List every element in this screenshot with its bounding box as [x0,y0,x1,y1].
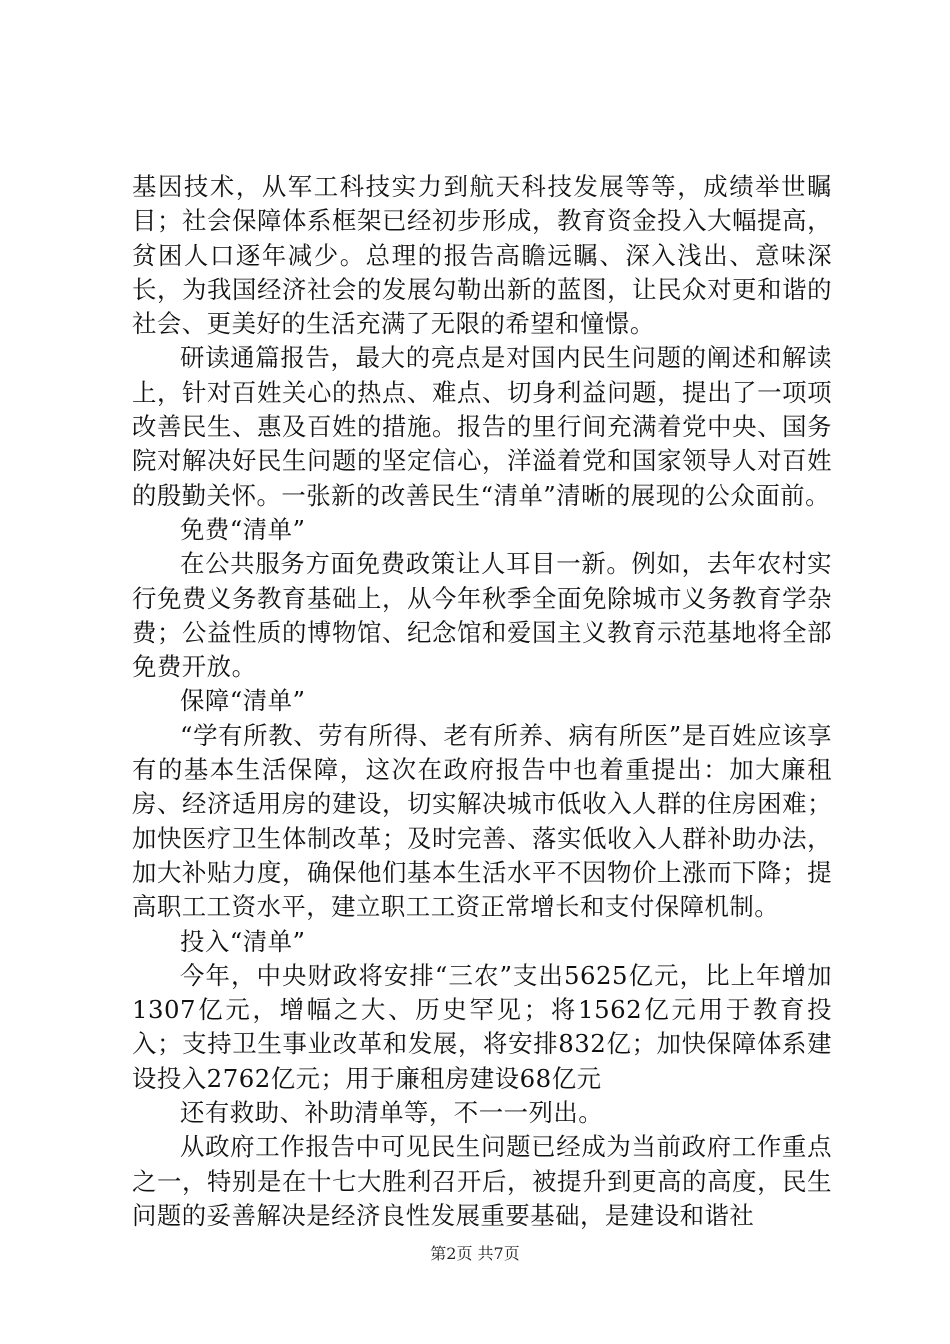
page-number-footer: 第2页 共7页 [430,1244,520,1263]
section-heading-security-list: 保障“清单” [180,686,306,716]
document-body [132,170,832,1233]
paragraph-continuation: 基因技术，从军工科技实力到航天科技发展等等，成绩举世瞩目；社会保障体系框架已经初步形成，教育资金投入大幅提高，贫困人口逐年减少。总理的报告高瞻远瞩、深入浅出、意味深长，为我国经济社会的发展勾勒出新的蓝图，让民众对更和谐的社会、更美好的生活充满了无限的希望和憧憬。 [132,172,832,339]
paragraph-other-lists: 还有救助、补助清单等，不一一列出。 [180,1098,604,1128]
paragraph-investment-figures: 今年，中央财政将安排“三农”支出5625亿元，比上年增加1307亿元，增幅之大、历史罕见；将1562亿元用于教育投入；支持卫生事业改革和发展，将安排832亿；加快保障体系建设投入2762亿元；用于廉租房建设68亿元 [132,960,832,1093]
paragraph-security-measures: “学有所教、劳有所得、老有所养、病有所医”是百姓应该享有的基本生活保障，这次在政府报告中也着重提出：加大廉租房、经济适用房的建设，切实解决城市低收入人群的住房困难；加快医疗卫生体制改革；及时完善、落实低收入人群补助办法，加大补贴力度，确保他们基本生活水平不因物价上涨而下降；提高职工工资水平，建立职工工资正常增长和支付保障机制。 [132,720,832,922]
paragraph-conclusion: 从政府工作报告中可见民生问题已经成为当前政府工作重点之一，特别是在十七大胜利召开后，被提升到更高的高度，民生问题的妥善解决是经济良性发展重要基础，是建设和谐社 [132,1132,832,1230]
paragraph-free-policies: 在公共服务方面免费政策让人耳目一新。例如，去年农村实行免费义务教育基础上，从今年秋季全面免除城市义务教育学杂费；公益性质的博物馆、纪念馆和爱国主义教育示范基地将全部免费开放。 [132,549,832,682]
section-heading-investment-list: 投入“清单” [180,926,306,956]
paragraph-report-highlights: 研读通篇报告，最大的亮点是对国内民生问题的阐述和解读上，针对百姓关心的热点、难点、切身利益问题，提出了一项项改善民生、惠及百姓的措施。报告的里行间充满着党中央、国务院对解决好民生问题的坚定信心，洋溢着党和国家领导人对百姓的殷勤关怀。一张新的改善民生“清单”清晰的展现的公众面前。 [132,343,832,510]
section-heading-free-list: 免费“清单” [180,514,306,544]
